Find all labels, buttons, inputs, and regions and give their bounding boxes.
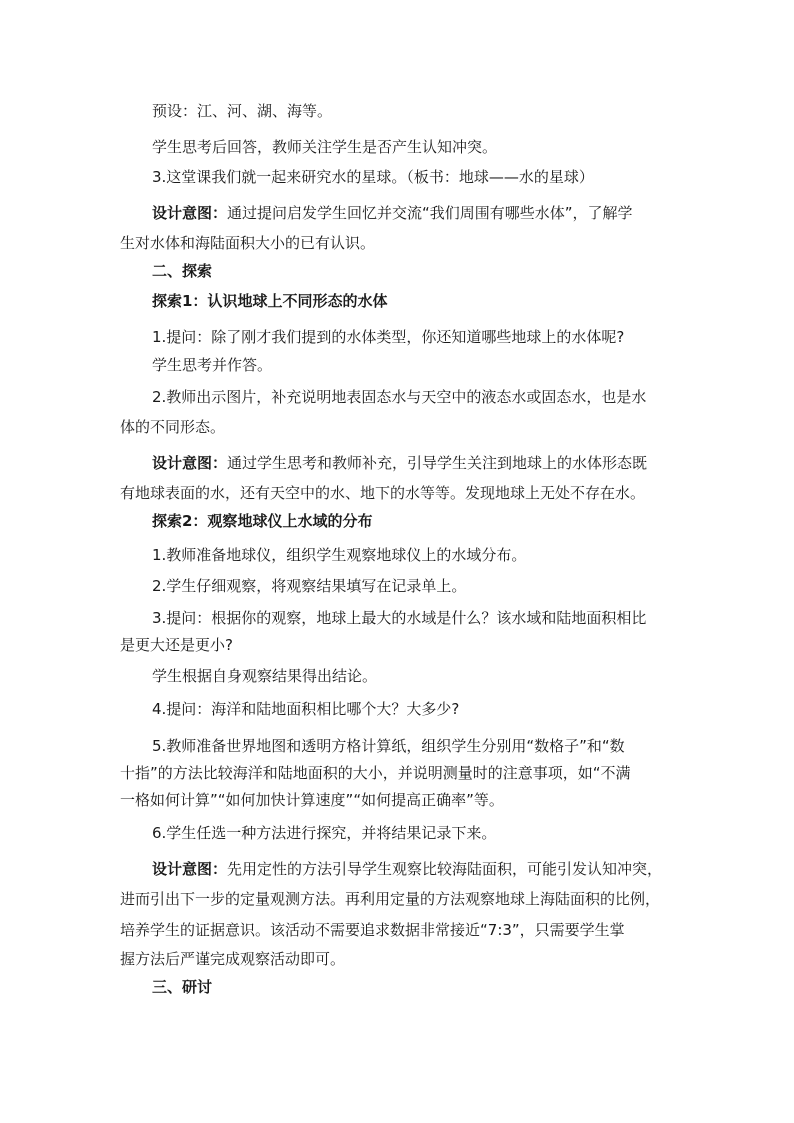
text-line: 进而引出下一步的定量观测方法。再利用定量的方法观察地球上海陆面积的比例，: [120, 890, 661, 908]
design-intent-paragraph: [152, 452, 647, 474]
text-line: 一格如何计算”“如何加快计算速度”“如何提高正确率”等。: [120, 791, 504, 809]
text-line: 2.教师出示图片，补充说明地表固态水与天空中的液态水或固态水，也是水: [152, 388, 647, 406]
text-line: 1.提问：除了刚才我们提到的水体类型，你还知道哪些地球上的水体呢?: [152, 328, 625, 346]
text-line: 3.提问：根据你的观察，地球上最大的水域是什么？该水域和陆地面积相比: [152, 609, 647, 627]
text-line: 有地球表面的水，还有天空中的水、地下的水等等。发现地球上无处不存在水。: [120, 484, 646, 502]
text-line: 握方法后严谨完成观察活动即可。: [120, 950, 346, 968]
text-line: 先用定性的方法引导学生观察比较海陆面积，可能引发认知冲突，: [227, 860, 663, 878]
text-line: 通过提问启发学生回忆并交流“我们周围有哪些水体”，了解学: [227, 204, 633, 222]
text-line: 生对水体和海陆面积大小的已有认识。: [120, 234, 376, 252]
text-line: 5.教师准备世界地图和透明方格计算纸，组织学生分别用“数格子”和“数: [152, 737, 625, 755]
text-line: 4.提问：海洋和陆地面积相比哪个大？大多少?: [152, 700, 460, 718]
section-heading: 二、探索: [152, 262, 213, 280]
design-intent-paragraph: [152, 202, 633, 224]
text-line: 十指”的方法比较海洋和陆地面积的大小，并说明测量时的注意事项，如“不满: [120, 764, 631, 782]
subsection-heading: 探索1：认识地球上不同形态的水体: [152, 292, 388, 310]
design-intent-label: 设计意图：: [152, 204, 228, 222]
section-heading: 三、研讨: [152, 978, 213, 996]
text-line: 1.教师准备地球仪，组织学生观察地球仪上的水域分布。: [152, 546, 527, 564]
text-line: 预设：江、河、湖、海等。: [152, 102, 333, 120]
text-line: 6.学生任选一种方法进行探究，并将结果记录下来。: [152, 824, 497, 842]
text-line: 3.这堂课我们就一起来研究水的星球。（板书：地球——水的星球）: [152, 168, 594, 186]
text-line: 通过学生思考和教师补充，引导学生关注到地球上的水体形态既: [227, 454, 648, 472]
design-intent-label: 设计意图：: [152, 860, 228, 878]
text-line: 是更大还是更小?: [120, 636, 233, 654]
design-intent-paragraph: [152, 858, 662, 880]
text-line: 学生根据自身观察结果得出结论。: [152, 667, 378, 685]
text-line: 培养学生的证据意识。该活动不需要追求数据非常接近“7:3”，只需要学生掌: [120, 921, 625, 939]
text-line: 学生思考并作答。: [152, 356, 273, 374]
subsection-heading: 探索2：观察地球仪上水域的分布: [152, 512, 373, 530]
text-line: 2.学生仔细观察，将观察结果填写在记录单上。: [152, 577, 467, 595]
design-intent-label: 设计意图：: [152, 454, 228, 472]
text-line: 学生思考后回答，教师关注学生是否产生认知冲突。: [152, 138, 498, 156]
text-line: 体的不同形态。: [120, 418, 226, 436]
